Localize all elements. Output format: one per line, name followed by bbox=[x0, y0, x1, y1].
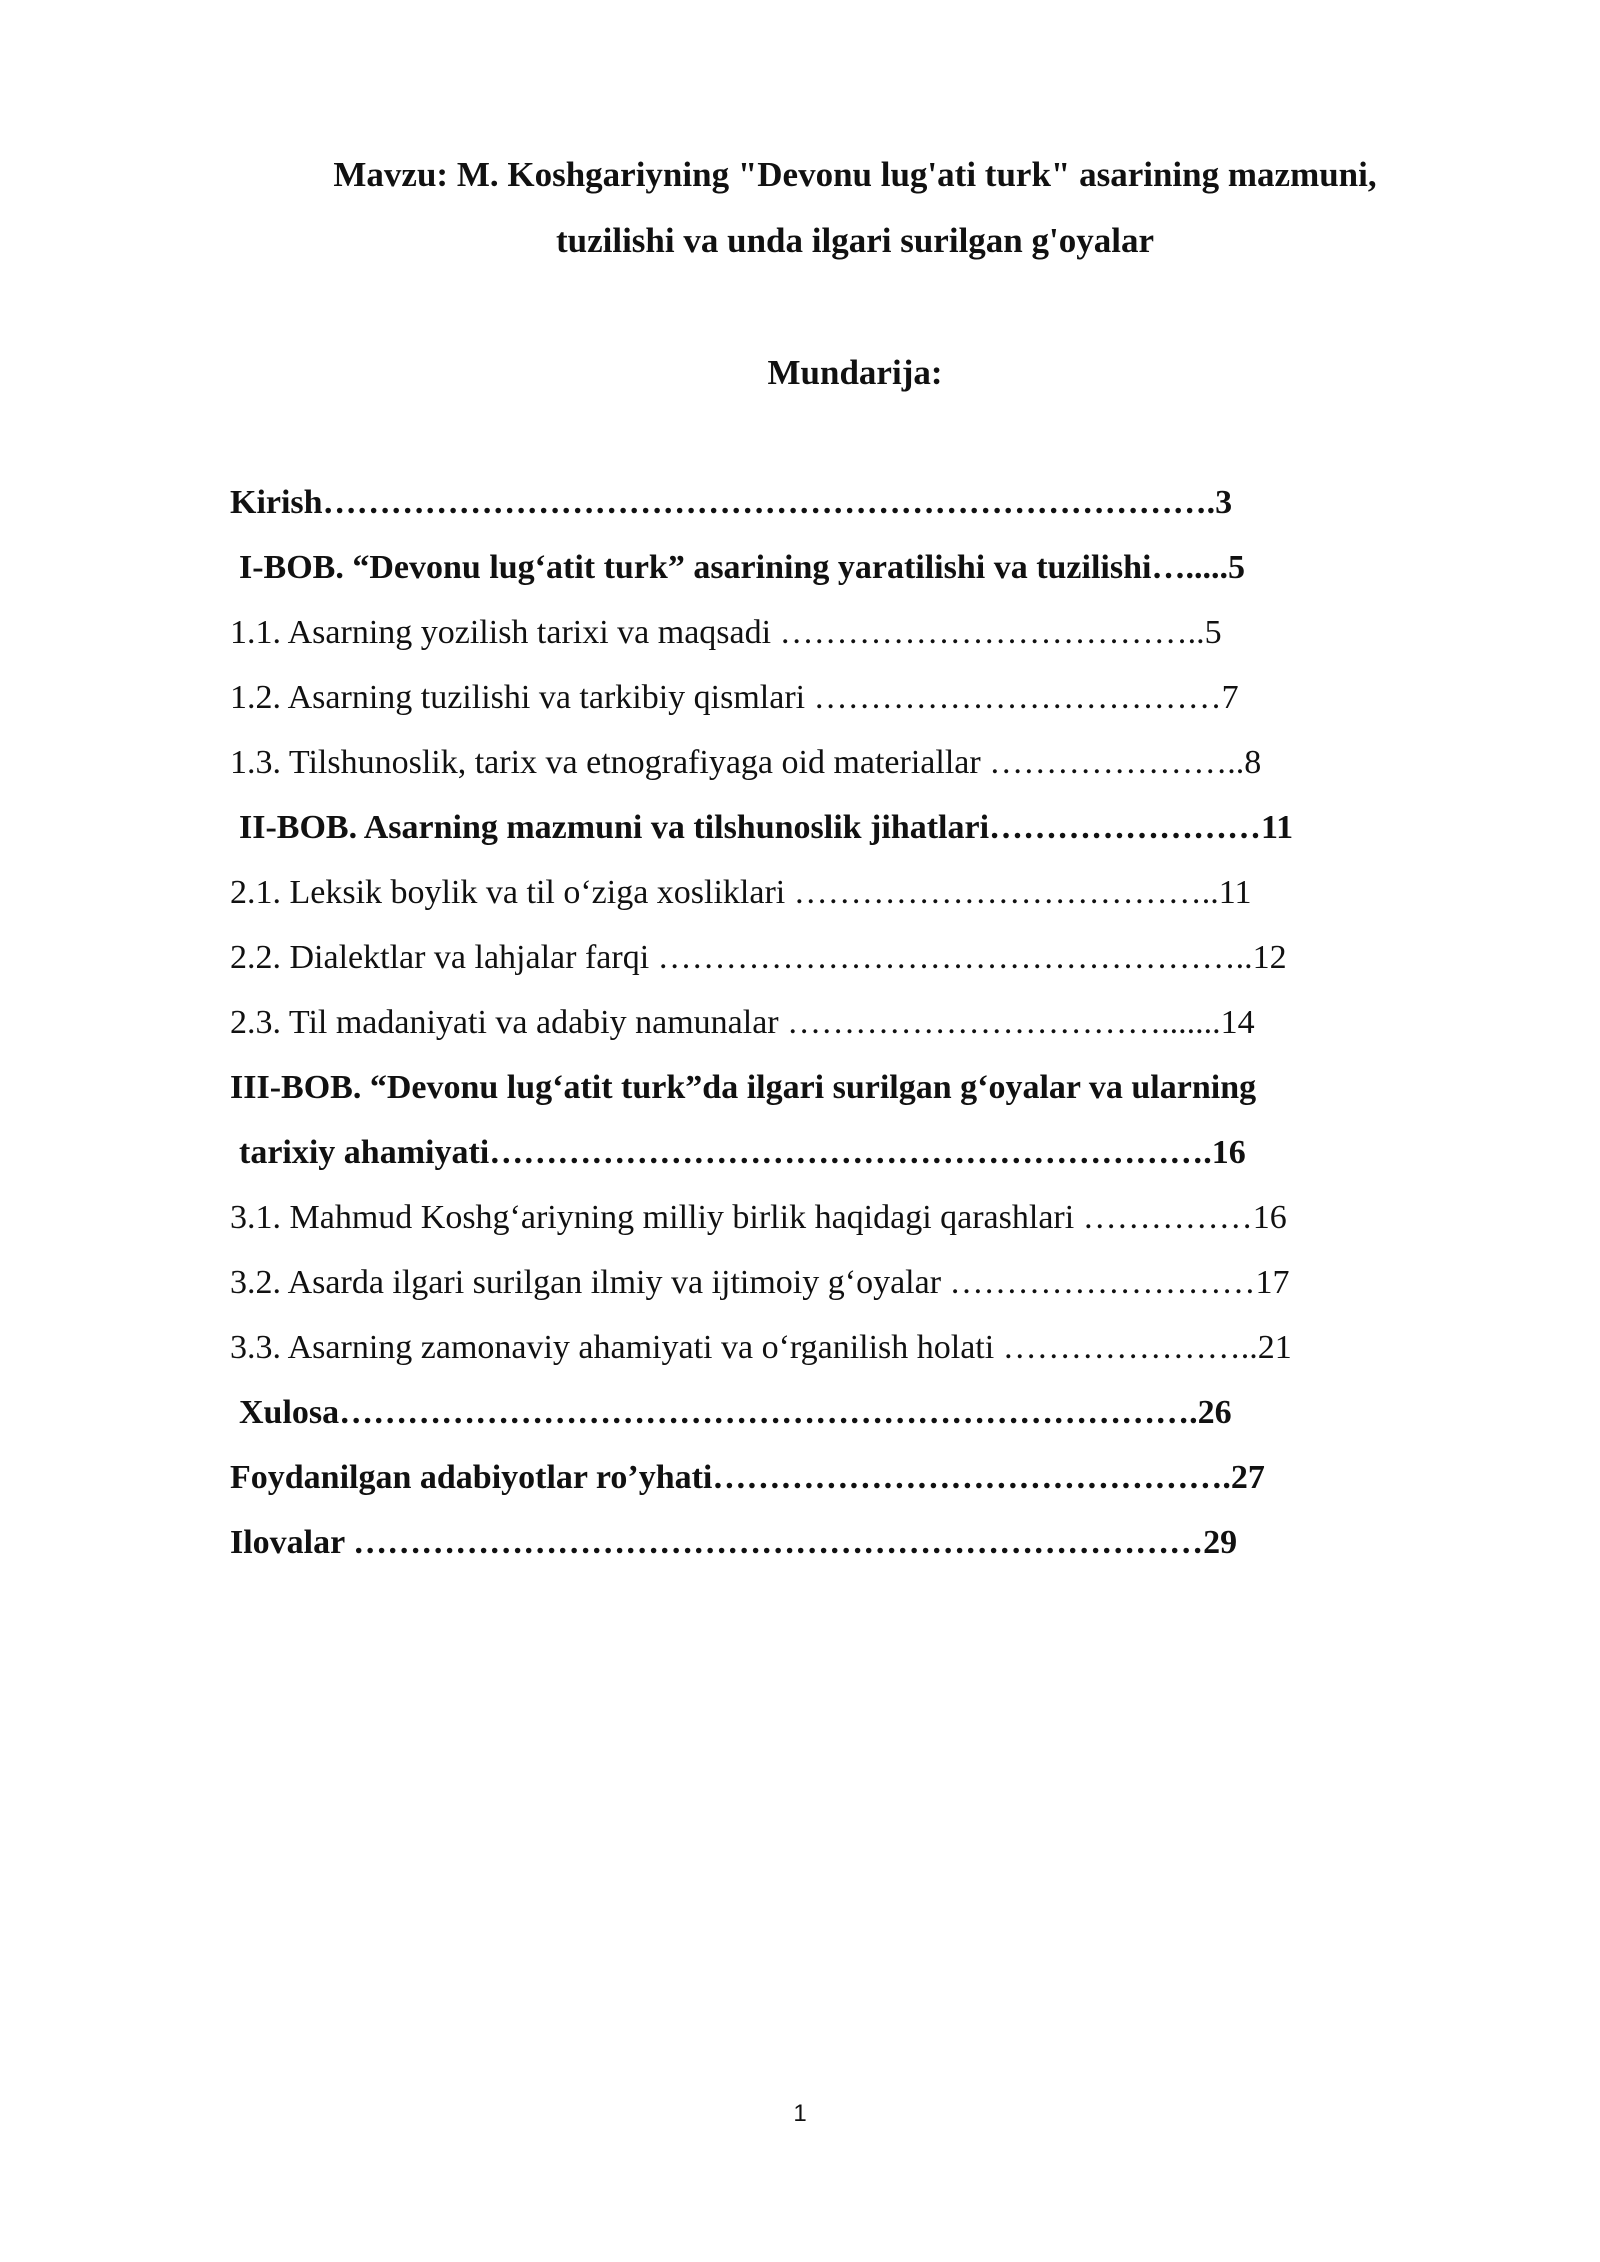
toc-entry: 1.2. Asarning tuzilishi va tarkibiy qismlari ………………………………7 bbox=[230, 679, 1239, 716]
toc-entry: II-BOB. Asarning mazmuni va tilshunoslik jihatlari……………………11 bbox=[239, 809, 1294, 846]
toc-entry: 2.1. Leksik boylik va til o‘ziga xosliklari ………………………………..11 bbox=[230, 874, 1252, 911]
toc-entry: 3.2. Asarda ilgari surilgan ilmiy va ijtimoiy g‘oyalar ………………………17 bbox=[230, 1264, 1290, 1301]
toc-entry: Kirish…………………………………………………………………….3 bbox=[230, 484, 1233, 521]
contents-heading: Mundarija: bbox=[767, 353, 943, 392]
toc-entry: I-BOB. “Devonu lug‘atit turk” asarining yaratilishi va tuzilishi….....5 bbox=[239, 549, 1245, 586]
toc-entry: 2.2. Dialektlar va lahjalar farqi ……………………………………………..12 bbox=[230, 939, 1287, 976]
toc-entry: tarixiy ahamiyati……………………………………………………….16 bbox=[239, 1134, 1246, 1171]
toc-entry: 2.3. Til madaniyati va adabiy namunalar …………………………….......14 bbox=[230, 1004, 1255, 1041]
page-number: 1 bbox=[793, 2100, 807, 2127]
title-line-1: Mavzu: M. Koshgariyning "Devonu lug'ati turk" asarining mazmuni, bbox=[333, 155, 1377, 194]
toc-entry: Xulosa………………………………………………………………….26 bbox=[239, 1394, 1232, 1431]
title-line-2: tuzilishi va unda ilgari surilgan g'oyalar bbox=[555, 221, 1154, 260]
toc-entry: Ilovalar …………………………………………………………………29 bbox=[230, 1524, 1238, 1561]
toc-entry: III-BOB. “Devonu lug‘atit turk”da ilgari surilgan g‘oyalar va ularning bbox=[230, 1069, 1257, 1106]
table-of-contents bbox=[230, 470, 1530, 1575]
toc-entry: 3.1. Mahmud Koshg‘ariyning milliy birlik haqidagi qarashlari ……………16 bbox=[230, 1199, 1287, 1236]
toc-entry: Foydanilgan adabiyotlar ro’yhati……………………………………….27 bbox=[230, 1459, 1265, 1496]
toc-entry: 1.3. Tilshunoslik, tarix va etnografiyaga oid materiallar …………………..8 bbox=[230, 744, 1262, 781]
toc-entry: 1.1. Asarning yozilish tarixi va maqsadi ………………………………..5 bbox=[230, 614, 1222, 651]
document-title bbox=[230, 142, 1480, 274]
toc-entry: 3.3. Asarning zamonaviy ahamiyati va o‘rganilish holati …………………..21 bbox=[230, 1329, 1292, 1366]
